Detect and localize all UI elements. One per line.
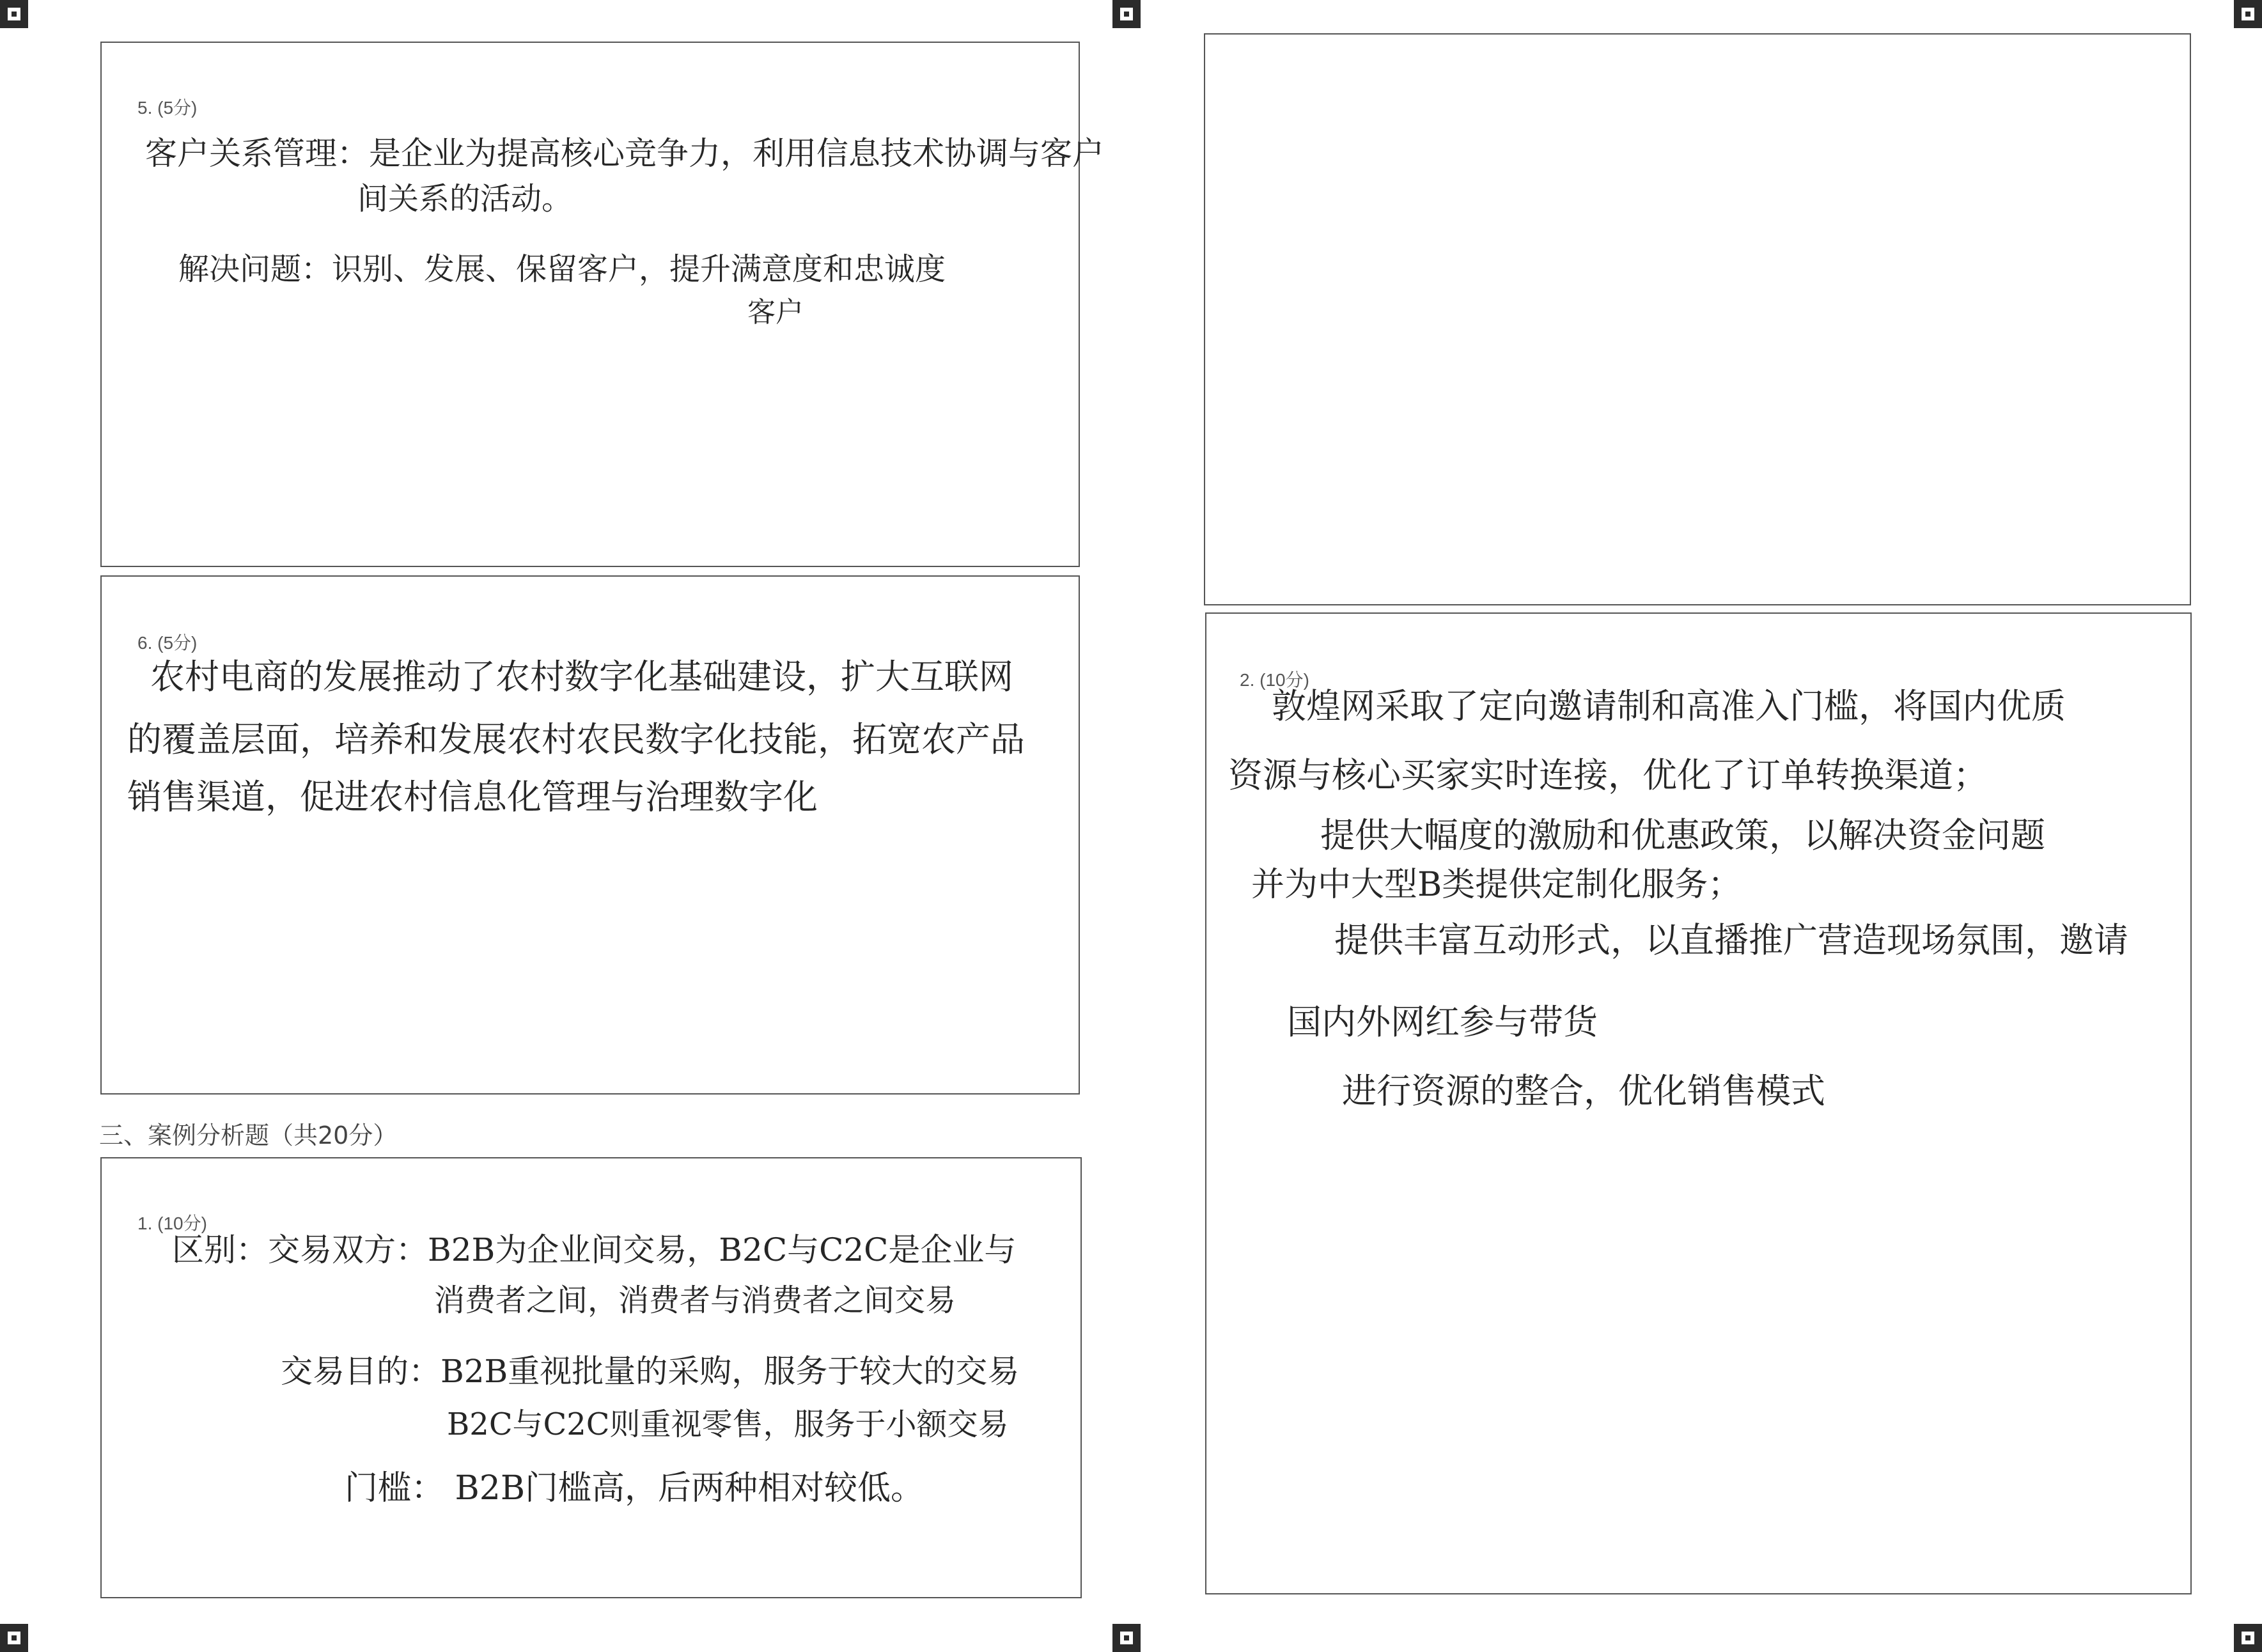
registration-marker-bottom-center: [1112, 1624, 1141, 1652]
handwritten-line: 国内外网红参与带货: [1287, 1002, 1598, 1042]
answer-box-case2: [1205, 612, 2192, 1594]
handwritten-line: 交易目的：B2B重视批量的采购，服务于较大的交易: [281, 1353, 1020, 1390]
registration-marker-top-right: [2234, 0, 2262, 28]
registration-marker-bottom-right: [2234, 1624, 2262, 1652]
handwritten-line: 间关系的活动。: [357, 181, 573, 217]
handwritten-line: B2C与C2C则重视零售，服务于小额交易: [447, 1407, 1009, 1442]
section-title: 三、案例分析题（共20分）: [99, 1121, 398, 1149]
handwritten-line: 并为中大型B类提供定制化服务；: [1251, 866, 1742, 904]
handwritten-line: 门槛： B2B门槛高，后两种相对较低。: [345, 1469, 924, 1508]
question-label: 5. (5分): [137, 98, 198, 118]
question-label: 2. (10分): [1240, 670, 1309, 690]
handwritten-line: 解决问题：识别、发展、保留客户，提升满意度和忠诚度: [178, 251, 946, 287]
handwritten-line: 提供丰富互动形式，以直播推广营造现场氛围，邀请: [1334, 920, 2128, 960]
handwritten-line: 的覆盖层面，培养和发展农村农民数字化技能，拓宽农产品: [127, 719, 1025, 760]
handwritten-line: 敦煌网采取了定向邀请制和高准入门槛，将国内优质: [1272, 686, 2066, 726]
registration-marker-top-left: [0, 0, 28, 28]
handwritten-line: 销售渠道，促进农村信息化管理与治理数字化: [127, 777, 818, 817]
question-label: 6. (5分): [137, 633, 198, 653]
handwritten-line: 进行资源的整合，优化销售模式: [1342, 1071, 1825, 1111]
handwritten-line: 客户: [747, 296, 804, 329]
answer-box-q6: [100, 575, 1080, 1095]
registration-marker-top-center: [1112, 0, 1141, 28]
handwritten-line: 客户关系管理：是企业为提高核心竞争力，利用信息技术协调与客户: [145, 135, 1104, 172]
handwritten-line: 区别：交易双方：B2B为企业间交易，B2C与C2C是企业与: [172, 1231, 1017, 1268]
answer-box-case1: [100, 1157, 1082, 1598]
question-label: 1. (10分): [137, 1213, 207, 1233]
handwritten-line: 农村电商的发展推动了农村数字化基础建设，扩大互联网: [150, 657, 1013, 697]
handwritten-line: 消费者之间，消费者与消费者之间交易: [434, 1282, 956, 1318]
answer-box-blank: [1204, 33, 2191, 605]
handwritten-line: 资源与核心买家实时连接，优化了订单转换渠道；: [1228, 755, 1988, 795]
handwritten-line: 提供大幅度的激励和优惠政策，以解决资金问题: [1320, 815, 2045, 855]
registration-marker-bottom-left: [0, 1624, 28, 1652]
answer-box-q5: [100, 42, 1104, 567]
